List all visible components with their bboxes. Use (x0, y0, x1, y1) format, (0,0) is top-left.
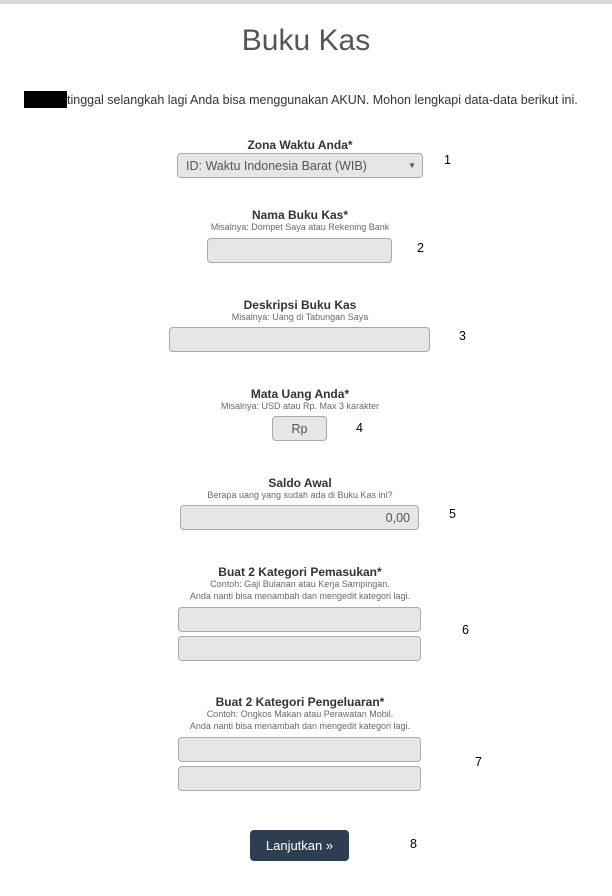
opening-balance-hint: Berapa uang yang sudah ada di Buku Kas ini? (207, 490, 393, 500)
timezone-select[interactable] (177, 153, 423, 178)
opening-balance-input[interactable] (180, 505, 419, 530)
marker-8: 8 (410, 837, 417, 851)
description-input[interactable] (169, 327, 430, 352)
marker-4: 4 (356, 421, 363, 435)
intro-message: tinggal selangkah lagi Anda bisa menggunakan AKUN. Mohon lengkapi data-data berikut ini. (67, 93, 578, 107)
continue-button[interactable]: Lanjutkan » (250, 830, 349, 861)
expense-categories-hint-1: Contoh: Ongkos Makan atau Perawatan Mobil. (206, 709, 394, 719)
timezone-label: Zona Waktu Anda* (247, 138, 353, 152)
intro-text (24, 91, 578, 108)
expense-category-input-1[interactable] (178, 737, 421, 762)
currency-hint: Misalnya: USD atau Rp. Max 3 karakter (220, 401, 380, 411)
income-category-input-2[interactable] (178, 636, 421, 661)
expense-categories-hint-2: Anda nanti bisa menambah dan mengedit kategori lagi. (189, 721, 411, 731)
redacted-username (24, 91, 67, 108)
description-hint: Misalnya: Uang di Tabungan Saya (231, 312, 369, 322)
currency-input[interactable] (272, 416, 327, 441)
cashbook-name-hint: Misalnya: Dompet Saya atau Rekening Bank (210, 222, 390, 232)
description-label: Deskripsi Buku Kas (243, 298, 357, 312)
expense-categories-label: Buat 2 Kategori Pengeluaran* (215, 695, 385, 709)
marker-1: 1 (444, 153, 451, 167)
chevron-down-icon: ▼ (408, 161, 416, 170)
marker-3: 3 (459, 329, 466, 343)
opening-balance-label: Saldo Awal (268, 476, 332, 490)
cashbook-name-label: Nama Buku Kas* (251, 208, 349, 222)
expense-category-input-2[interactable] (178, 766, 421, 791)
top-border (0, 0, 612, 4)
marker-7: 7 (475, 755, 482, 769)
income-categories-label: Buat 2 Kategori Pemasukan* (218, 565, 382, 579)
cashbook-name-input[interactable] (207, 238, 392, 263)
marker-5: 5 (449, 507, 456, 521)
marker-6: 6 (462, 623, 469, 637)
income-categories-hint-2: Anda nanti bisa menambah dan mengedit kategori lagi. (189, 591, 411, 601)
income-categories-hint-1: Contoh: Gaji Bulanan atau Kerja Sampingan. (210, 579, 390, 589)
page-title: Buku Kas (241, 24, 371, 57)
income-category-input-1[interactable] (178, 607, 421, 632)
marker-2: 2 (417, 241, 424, 255)
currency-label: Mata Uang Anda* (250, 387, 350, 401)
timezone-selected-value: ID: Waktu Indonesia Barat (WIB) (186, 158, 367, 173)
